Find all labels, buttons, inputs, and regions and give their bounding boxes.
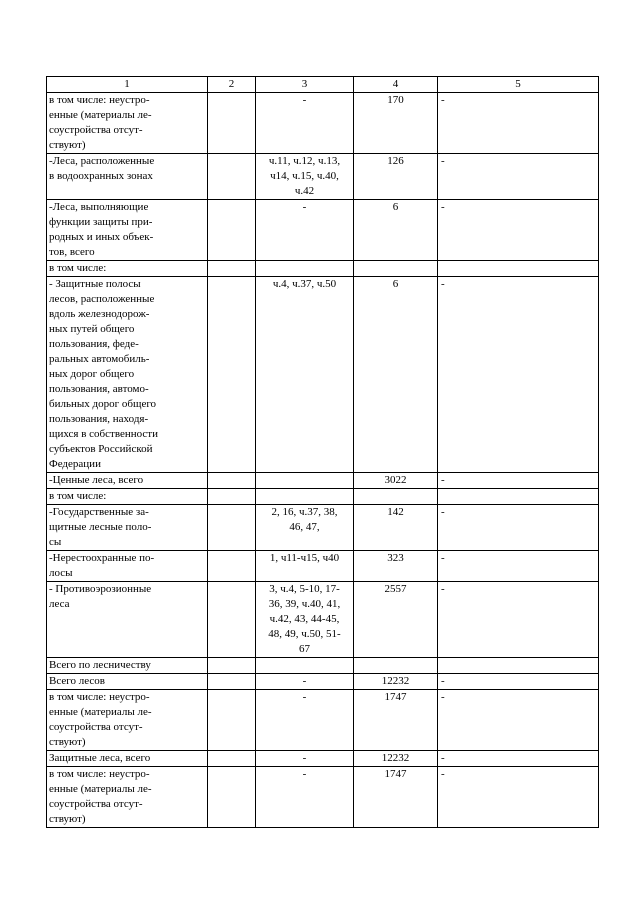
- table-cell-col-1: в том числе:: [47, 489, 208, 505]
- table-cell-col-3: -: [256, 690, 354, 751]
- table-cell-col-5: -: [438, 93, 599, 154]
- table-cell-col-1: -Ценные леса, всего: [47, 473, 208, 489]
- table-cell-col-5: -: [438, 767, 599, 828]
- table-header-row: [47, 77, 599, 93]
- table-row: [47, 277, 599, 473]
- table-cell-col-2: [208, 690, 256, 751]
- table-row: [47, 505, 599, 551]
- header-col-3: 3: [256, 77, 354, 93]
- table-cell-col-4: 126: [354, 154, 438, 200]
- table-cell-col-1: в том числе: неустро- енные (материалы ле- соустройства отсут- ствуют): [47, 93, 208, 154]
- table-cell-col-1: -Государственные за- щитные лесные поло- сы: [47, 505, 208, 551]
- table-cell-col-1: Всего лесов: [47, 674, 208, 690]
- table-cell-col-5: [438, 261, 599, 277]
- table-cell-col-2: [208, 505, 256, 551]
- table-cell-col-5: -: [438, 505, 599, 551]
- table-cell-col-4: 6: [354, 277, 438, 473]
- table-cell-col-5: -: [438, 154, 599, 200]
- table-cell-col-5: -: [438, 551, 599, 582]
- table-cell-col-5: [438, 658, 599, 674]
- table-row: [47, 551, 599, 582]
- table-row: [47, 690, 599, 751]
- table-row: [47, 93, 599, 154]
- table-row: [47, 674, 599, 690]
- table-cell-col-1: -Нерестоохранные по- лосы: [47, 551, 208, 582]
- table-cell-col-1: в том числе: неустро- енные (материалы ле- соустройства отсут- ствуют): [47, 690, 208, 751]
- table-cell-col-2: [208, 489, 256, 505]
- table-cell-col-2: [208, 200, 256, 261]
- table-cell-col-3: 2, 16, ч.37, 38, 46, 47,: [256, 505, 354, 551]
- table-cell-col-5: -: [438, 200, 599, 261]
- table-cell-col-3: ч.11, ч.12, ч.13, ч14, ч.15, ч.40, ч.42: [256, 154, 354, 200]
- table-row: [47, 154, 599, 200]
- header-col-4: 4: [354, 77, 438, 93]
- table-cell-col-4: 1747: [354, 767, 438, 828]
- table-cell-col-3: -: [256, 674, 354, 690]
- table-cell-col-1: в том числе: неустро- енные (материалы ле- соустройства отсут- ствуют): [47, 767, 208, 828]
- table-cell-col-1: - Защитные полосы лесов, расположенные вдоль железнодорож- ных путей общего пользования, феде- ральных автомобиль- ных дорог общего пользования, автомо- бильных дорог общего пользования, находя- щихся в собственности субъектов Российской Федерации: [47, 277, 208, 473]
- table-cell-col-3: -: [256, 751, 354, 767]
- table-cell-col-1: Всего по лесничеству: [47, 658, 208, 674]
- table-row: [47, 261, 599, 277]
- table-row: [47, 751, 599, 767]
- table-cell-col-5: -: [438, 473, 599, 489]
- table-cell-col-4: 12232: [354, 674, 438, 690]
- table-cell-col-1: -Леса, выполняющие функции защиты при- родных и иных объек- тов, всего: [47, 200, 208, 261]
- table-cell-col-3: 1, ч11-ч15, ч40: [256, 551, 354, 582]
- table-cell-col-4: 3022: [354, 473, 438, 489]
- table-row: [47, 767, 599, 828]
- table-cell-col-5: -: [438, 674, 599, 690]
- table-cell-col-1: - Противоэрозионные леса: [47, 582, 208, 658]
- table-row: [47, 200, 599, 261]
- table-cell-col-4: [354, 658, 438, 674]
- table-cell-col-4: 6: [354, 200, 438, 261]
- table-cell-col-2: [208, 658, 256, 674]
- table-cell-col-4: 2557: [354, 582, 438, 658]
- table-cell-col-5: -: [438, 751, 599, 767]
- table-cell-col-3: [256, 489, 354, 505]
- table-cell-col-3: ч.4, ч.37, ч.50: [256, 277, 354, 473]
- table-cell-col-1: Защитные леса, всего: [47, 751, 208, 767]
- table-cell-col-4: 1747: [354, 690, 438, 751]
- table-cell-col-3: 3, ч.4, 5-10, 17- 36, 39, ч.40, 41, ч.42, 43, 44-45, 48, 49, ч.50, 51- 67: [256, 582, 354, 658]
- header-col-2: 2: [208, 77, 256, 93]
- table-cell-col-1: в том числе:: [47, 261, 208, 277]
- table-cell-col-3: [256, 261, 354, 277]
- table-cell-col-2: [208, 674, 256, 690]
- forest-table: [46, 76, 599, 828]
- table-cell-col-5: [438, 489, 599, 505]
- table-cell-col-3: [256, 658, 354, 674]
- table-cell-col-4: [354, 489, 438, 505]
- table-cell-col-5: -: [438, 277, 599, 473]
- table-cell-col-2: [208, 473, 256, 489]
- table-cell-col-3: -: [256, 93, 354, 154]
- table-row: [47, 473, 599, 489]
- table-cell-col-5: -: [438, 582, 599, 658]
- table-cell-col-2: [208, 582, 256, 658]
- table-cell-col-4: 170: [354, 93, 438, 154]
- table-cell-col-2: [208, 93, 256, 154]
- table-row: [47, 582, 599, 658]
- table-cell-col-2: [208, 551, 256, 582]
- table-cell-col-4: 142: [354, 505, 438, 551]
- table-cell-col-1: -Леса, расположенные в водоохранных зонах: [47, 154, 208, 200]
- table-cell-col-5: -: [438, 690, 599, 751]
- header-col-5: 5: [438, 77, 599, 93]
- table-cell-col-2: [208, 767, 256, 828]
- table-cell-col-4: 12232: [354, 751, 438, 767]
- table-cell-col-4: 323: [354, 551, 438, 582]
- table-cell-col-2: [208, 277, 256, 473]
- table-cell-col-2: [208, 261, 256, 277]
- table-cell-col-3: -: [256, 767, 354, 828]
- header-col-1: 1: [47, 77, 208, 93]
- table-cell-col-3: -: [256, 200, 354, 261]
- table-cell-col-4: [354, 261, 438, 277]
- table-row: [47, 658, 599, 674]
- table-row: [47, 489, 599, 505]
- table-cell-col-2: [208, 751, 256, 767]
- table-cell-col-3: [256, 473, 354, 489]
- table-cell-col-2: [208, 154, 256, 200]
